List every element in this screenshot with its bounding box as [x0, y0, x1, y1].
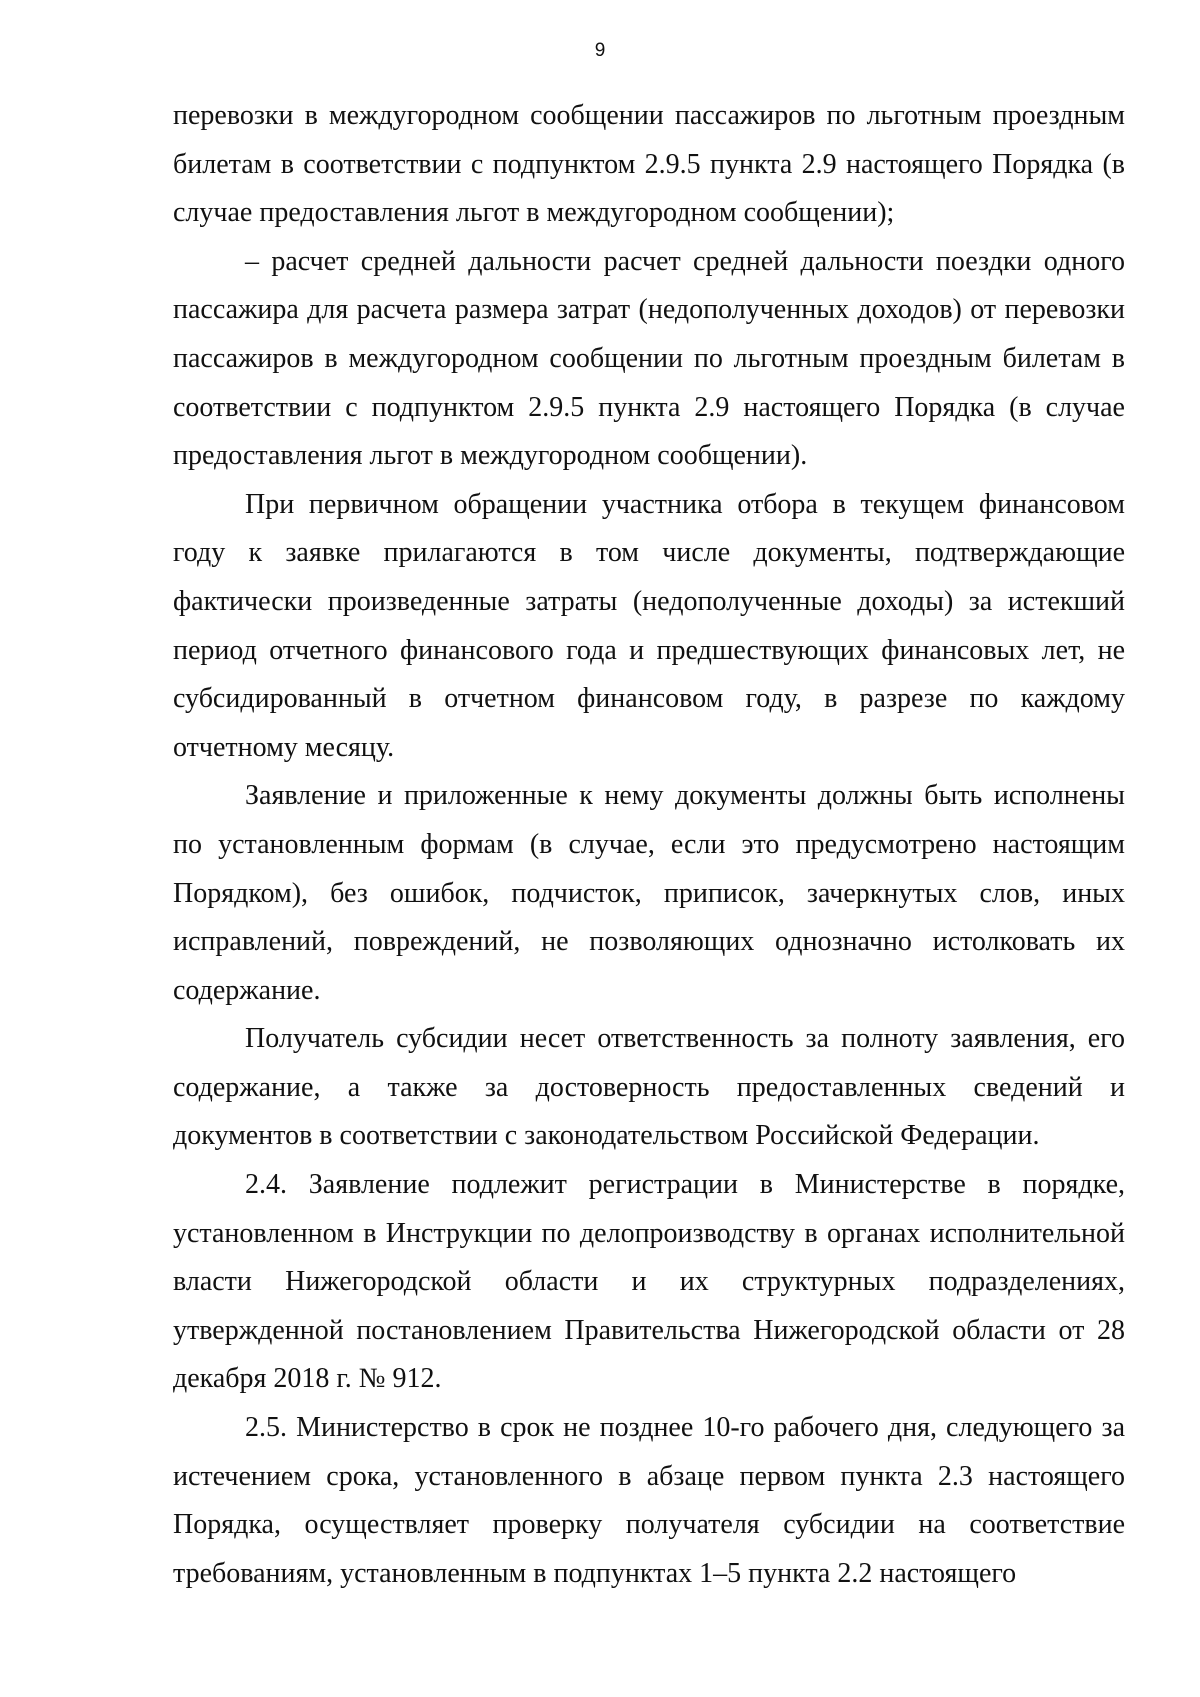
- page-number: 9: [594, 40, 606, 61]
- paragraph-initial-application: При первичном обращении участника отбора в текущем финансовом году к заявке прилагаются в том числе документы, подтверждающие фактически произведенные затраты (недополученные доходы) за истекший период отчетного финансового года и предшествующих финансовых лет, не субсидированный в отчетном финансовом году, в разрезе по каждому отчетному месяцу.: [173, 488, 1125, 763]
- paragraph-average-distance-item: – расчет средней дальности расчет средней дальности поездки одного пассажира для расчета размера затрат (недополученных доходов) от перевозки пассажиров в междугородном сообщении по льготным проездным билетам в соответствии с подпунктом 2.9.5 пункта 2.9 настоящего Порядка (в случае предоставления льгот в междугородном сообщении).: [173, 245, 1125, 472]
- document-body: [173, 92, 1125, 1598]
- paragraph-2-4-registration: 2.4. Заявление подлежит регистрации в Министерстве в порядке, установленном в Инструкции по делопроизводству в органах исполнительной власти Нижегородской области и их структурных подразделениях, утвержденной постановлением Правительства Нижегородской области от 28 декабря 2018 г. № 912.: [173, 1169, 1125, 1395]
- paragraph-2-5-verification: 2.5. Министерство в срок не позднее 10-го рабочего дня, следующего за истечением срока, установленного в абзаце первом пункта 2.3 настоящего Порядка, осуществляет проверку получателя субсидии на соответствие требованиям, установленным в подпунктах 1–5 пункта 2.2 настоящего: [173, 1412, 1125, 1589]
- paragraph-continuation: перевозки в междугородном сообщении пассажиров по льготным проездным билетам в соответствии с подпунктом 2.9.5 пункта 2.9 настоящего Порядка (в случае предоставления льгот в междугородном сообщении);: [173, 100, 1125, 229]
- paragraph-document-requirements: Заявление и приложенные к нему документы должны быть исполнены по установленным формам (в случае, если это предусмотрено настоящим Порядком), без ошибок, подчисток, приписок, зачеркнутых слов, иных исправлений, повреждений, не позволяющих однозначно истолковать их содержание.: [173, 780, 1125, 1006]
- paragraph-recipient-responsibility: Получатель субсидии несет ответственность за полноту заявления, его содержание, а также за достоверность предоставленных сведений и документов в соответствии с законодательством Российской Федерации.: [173, 1023, 1125, 1152]
